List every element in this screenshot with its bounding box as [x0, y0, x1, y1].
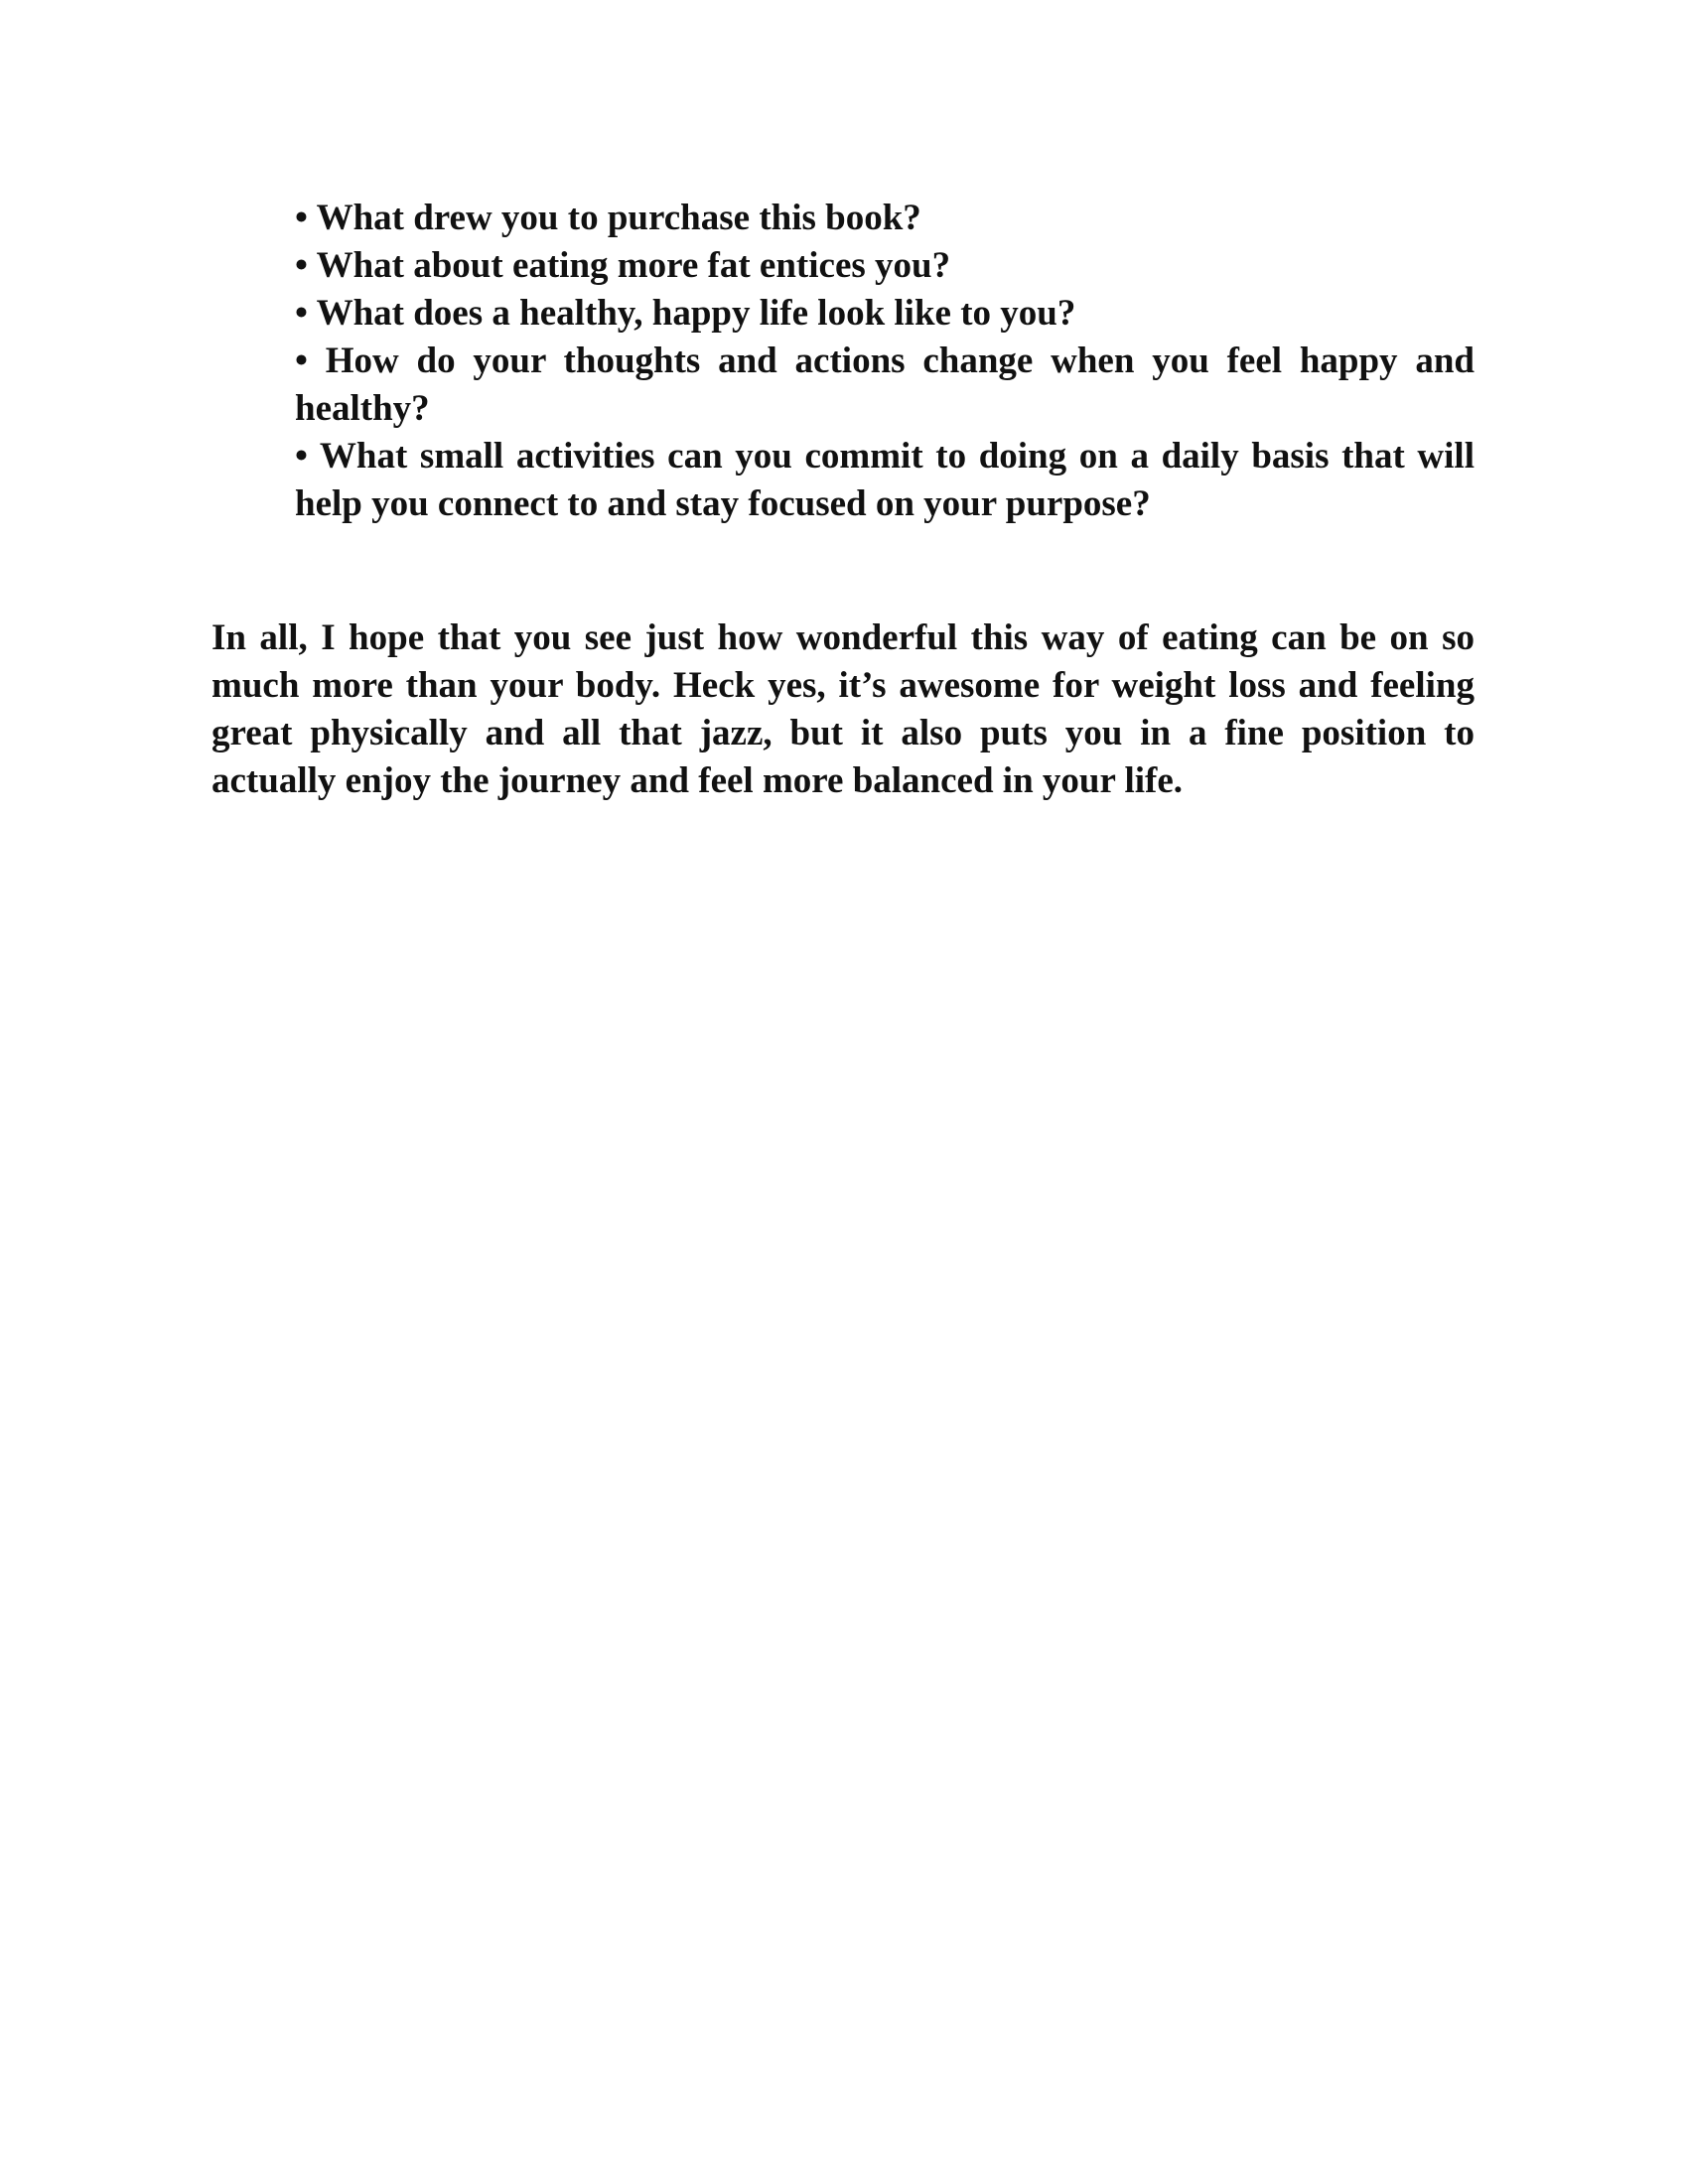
question-text: What about eating more fat entices you?: [316, 245, 951, 286]
question-text: What small activities can you commit to doing on a daily basis that will help you connect to and stay focused on your purpose?: [295, 436, 1475, 524]
list-item: [295, 338, 1475, 433]
bullet-icon: •: [295, 245, 308, 286]
question-text: What drew you to purchase this book?: [316, 198, 921, 238]
closing-paragraph: In all, I hope that you see just how wonderful this way of eating can be on so much more than your body. Heck yes, it’s awesome for weight loss and feeling great physically and all that jazz, but it also puts you in a fine position to actually enjoy the journey and feel more balanced in your life.: [211, 617, 1475, 801]
bullet-icon: •: [295, 198, 308, 238]
bullet-icon: •: [295, 341, 308, 381]
list-item: [295, 433, 1475, 528]
bullet-icon: •: [295, 436, 308, 477]
list-item: [295, 290, 1475, 338]
bullet-icon: •: [295, 293, 308, 334]
list-item: [295, 195, 1475, 242]
question-text: How do your thoughts and actions change when you feel happy and healthy?: [295, 341, 1475, 429]
question-text: What does a healthy, happy life look like to you?: [316, 293, 1076, 334]
list-item: [295, 242, 1475, 290]
reflection-question-list: [295, 195, 1475, 528]
